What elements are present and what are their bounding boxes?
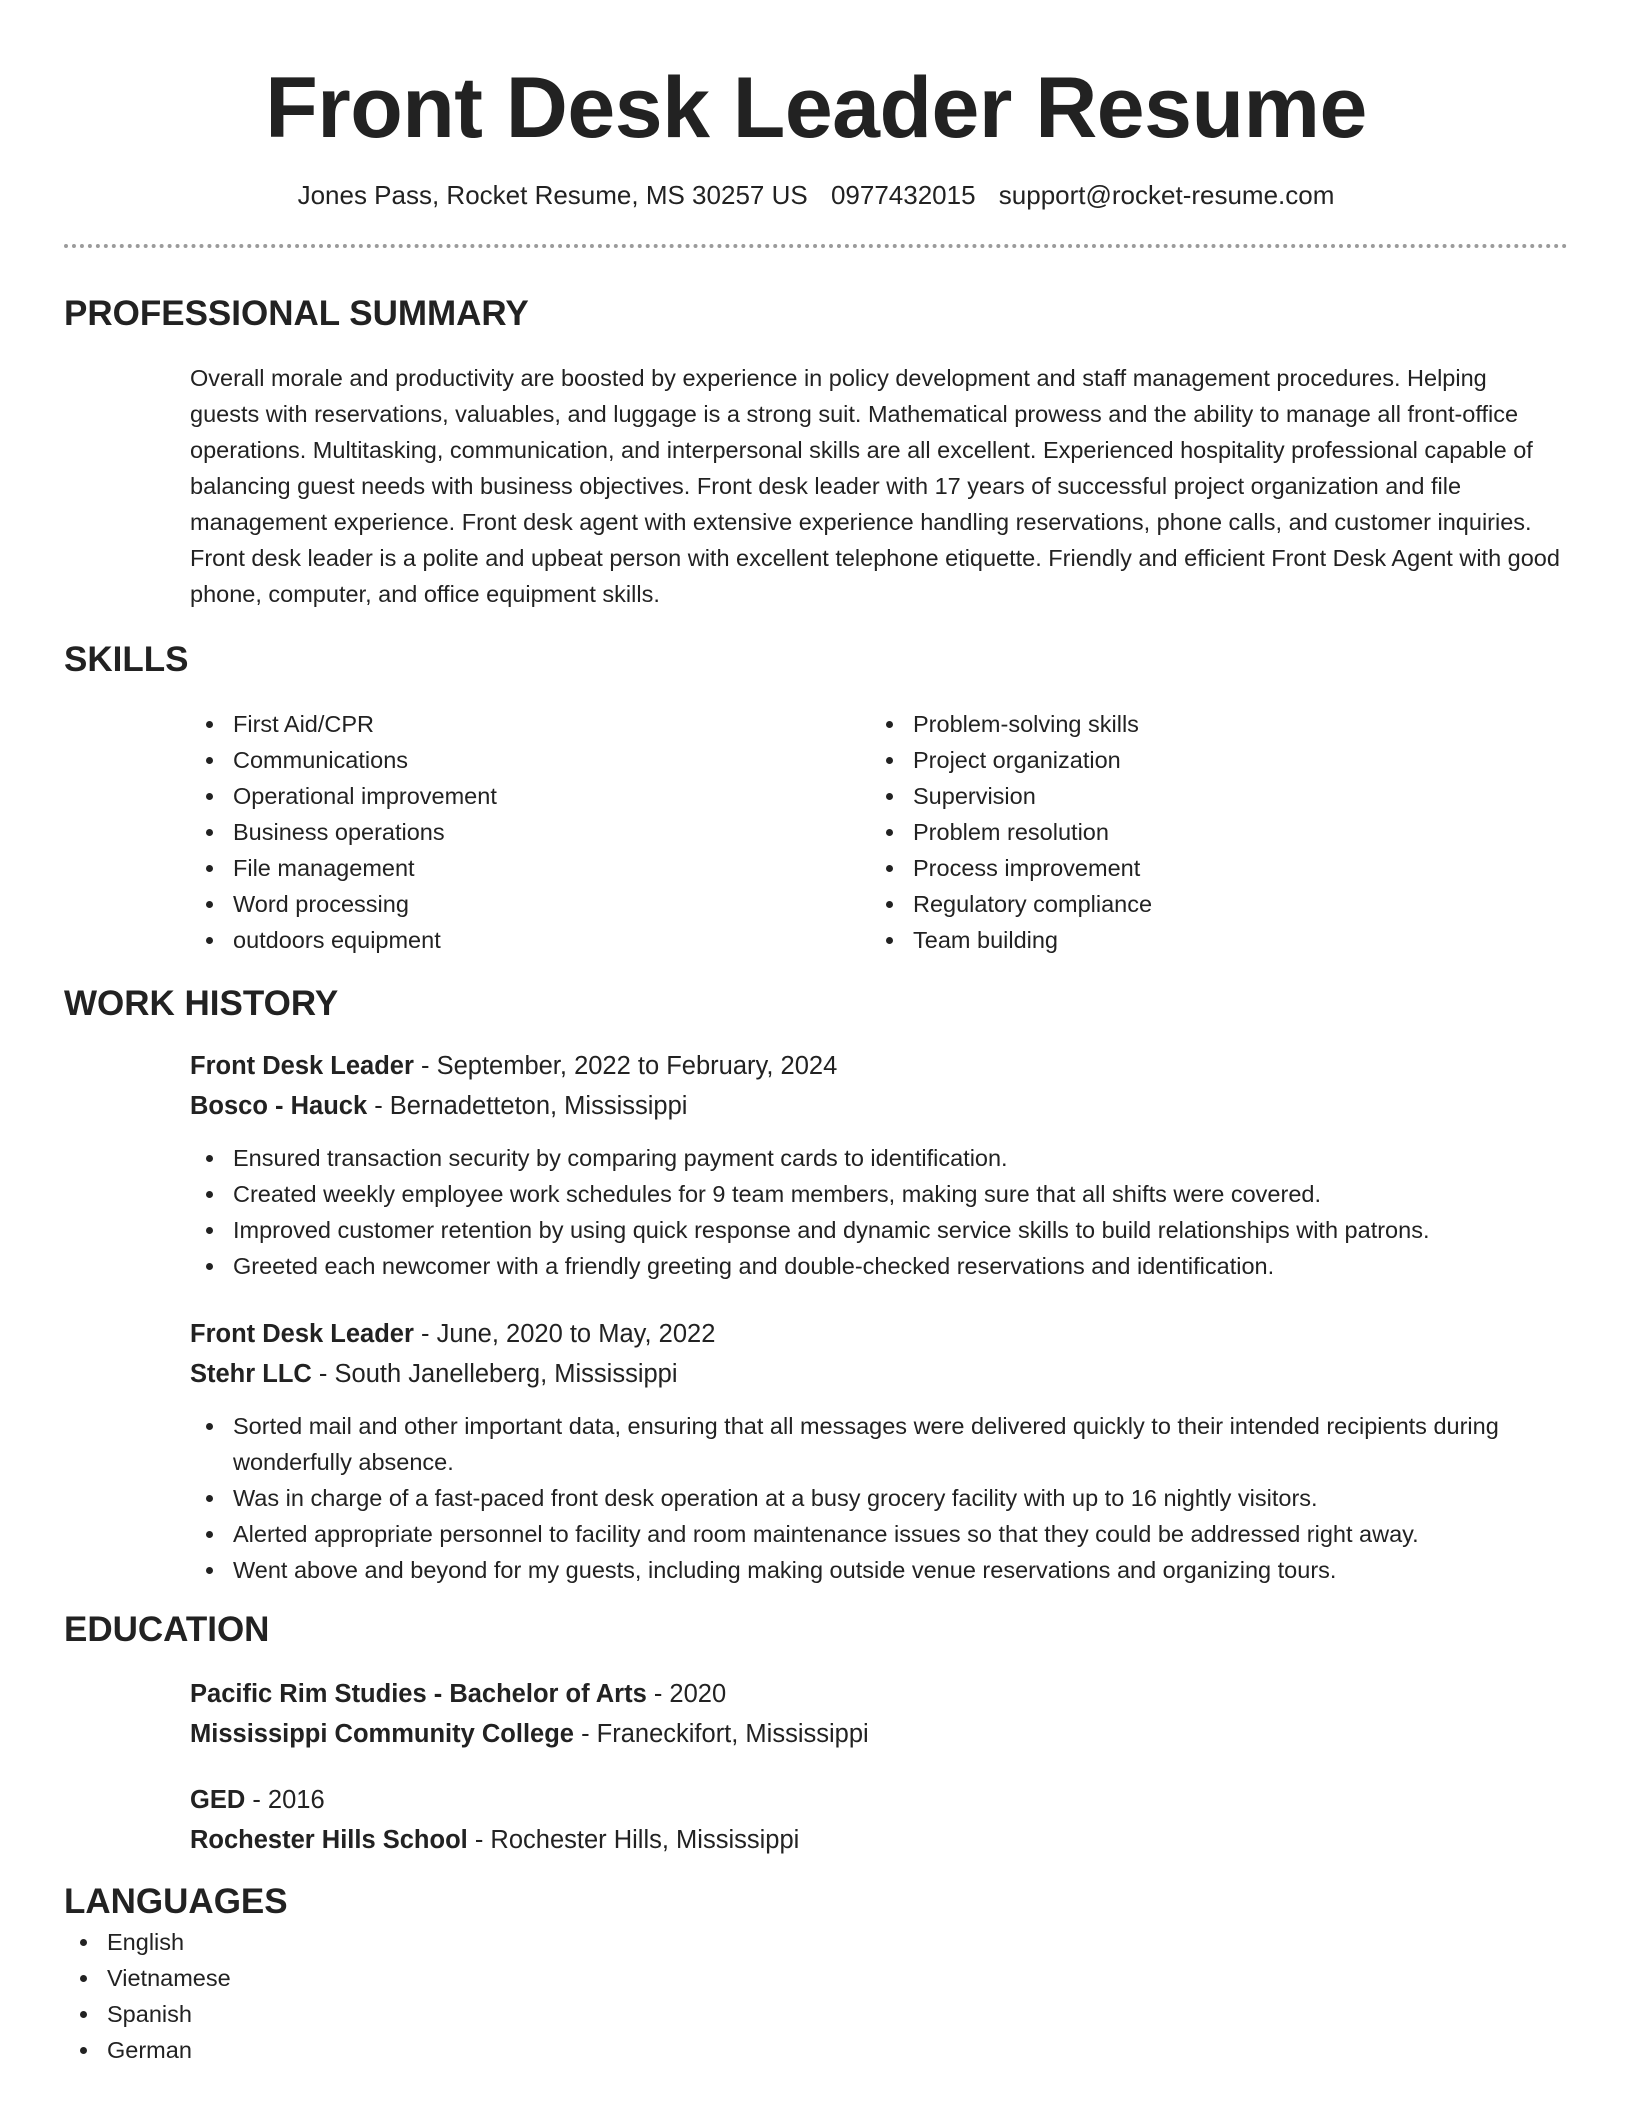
- job-title-line: [190, 1314, 1568, 1354]
- education-year: - 2020: [646, 1680, 727, 1708]
- education-year: - 2016: [245, 1786, 325, 1814]
- section-title-skills: SKILLS: [64, 640, 189, 679]
- education-location: - Rochester Hills, Mississippi: [467, 1826, 800, 1854]
- contact-address: Jones Pass, Rocket Resume, MS 30257 US: [297, 180, 808, 210]
- job-bullet: Ensured transaction security by comparing payment cards to identification.: [190, 1140, 1568, 1176]
- education-location: - Franeckifort, Mississippi: [573, 1720, 869, 1748]
- education-school: Mississippi Community College: [190, 1720, 574, 1748]
- job-company-line: [190, 1354, 1568, 1394]
- education-entry: [190, 1674, 1568, 1754]
- contact-phone: 0977432015: [830, 180, 976, 210]
- job-title: Front Desk Leader: [190, 1320, 414, 1348]
- skill-item: Operational improvement: [190, 778, 870, 814]
- education-entry: [190, 1780, 1568, 1860]
- education-school: Rochester Hills School: [190, 1826, 468, 1854]
- section-title-work-history: WORK HISTORY: [64, 984, 339, 1023]
- skill-item: First Aid/CPR: [190, 706, 870, 742]
- job-title: Front Desk Leader: [190, 1052, 414, 1080]
- job-bullet: Was in charge of a fast-paced front desk operation at a busy grocery facility with up to 16 nightly visitors.: [190, 1480, 1568, 1516]
- language-item: Spanish: [64, 1996, 1568, 2032]
- job-bullets: [190, 1140, 1568, 1284]
- languages-list: [64, 1924, 1568, 2068]
- skill-item: Communications: [190, 742, 870, 778]
- resume-page: [64, 0, 1568, 2068]
- section-title-languages: LANGUAGES: [64, 1882, 288, 1921]
- section-title-education: EDUCATION: [64, 1610, 270, 1649]
- job-bullet: Greeted each newcomer with a friendly greeting and double-checked reservations and identification.: [190, 1248, 1568, 1284]
- skill-item: Word processing: [190, 886, 870, 922]
- job-bullet: Created weekly employee work schedules for 9 team members, making sure that all shifts were covered.: [190, 1176, 1568, 1212]
- job-dates: - June, 2020 to May, 2022: [413, 1320, 716, 1348]
- education-degree: Pacific Rim Studies - Bachelor of Arts: [190, 1680, 647, 1708]
- job-entry: [190, 1046, 1568, 1284]
- job-company: Bosco - Hauck: [190, 1092, 368, 1120]
- skill-item: Supervision: [870, 778, 1550, 814]
- language-item: German: [64, 2032, 1568, 2068]
- job-title-line: [190, 1046, 1568, 1086]
- skills-column-right: [870, 706, 1550, 958]
- job-bullets: [190, 1408, 1568, 1588]
- resume-title: Front Desk Leader Resume: [265, 60, 1367, 156]
- job-location: - South Janelleberg, Mississippi: [311, 1360, 678, 1388]
- education-degree-line: [190, 1674, 1568, 1714]
- job-bullet: Went above and beyond for my guests, including making outside venue reservations and organizing tours.: [190, 1552, 1568, 1588]
- skill-item: Problem-solving skills: [870, 706, 1550, 742]
- skill-item: File management: [190, 850, 870, 886]
- job-company: Stehr LLC: [190, 1360, 312, 1388]
- contact-email: support@rocket-resume.com: [998, 180, 1335, 210]
- job-bullet: Sorted mail and other important data, ensuring that all messages were delivered quickly to their intended recipients during wonderfully absence.: [190, 1408, 1568, 1480]
- section-title-summary: PROFESSIONAL SUMMARY: [64, 294, 529, 333]
- skill-item: Project organization: [870, 742, 1550, 778]
- education-school-line: [190, 1820, 1568, 1860]
- skill-item: Business operations: [190, 814, 870, 850]
- job-bullet: Alerted appropriate personnel to facility and room maintenance issues so that they could be addressed right away.: [190, 1516, 1568, 1552]
- header-divider: [64, 244, 1568, 248]
- education-degree: GED: [190, 1786, 246, 1814]
- education-degree-line: [190, 1780, 1568, 1820]
- job-dates: - September, 2022 to February, 2024: [413, 1052, 838, 1080]
- contact-line: [64, 178, 1568, 212]
- job-company-line: [190, 1086, 1568, 1126]
- language-item: English: [64, 1924, 1568, 1960]
- job-entry: [190, 1314, 1568, 1588]
- skill-item: Process improvement: [870, 850, 1550, 886]
- job-location: - Bernadetteton, Mississippi: [367, 1092, 688, 1120]
- education-school-line: [190, 1714, 1568, 1754]
- job-bullet: Improved customer retention by using quick response and dynamic service skills to build relationships with patrons.: [190, 1212, 1568, 1248]
- skill-item: outdoors equipment: [190, 922, 870, 958]
- skills-column-left: [190, 706, 870, 958]
- language-item: Vietnamese: [64, 1960, 1568, 1996]
- skill-item: Problem resolution: [870, 814, 1550, 850]
- skill-item: Regulatory compliance: [870, 886, 1550, 922]
- skills-list: [190, 706, 1568, 958]
- summary-text: Overall morale and productivity are boosted by experience in policy development and staff management procedures. Helping guests with reservations, valuables, and luggage is a strong suit. Mathematical prowess and the ability to manage all front-office operations. Multitasking, communication, and interpersonal skills are all excellent. Experienced hospitality professional capable of balancing guest needs with business objectives. Front desk leader with 17 years of successful project organization and file management experience. Front desk agent with extensive experience handling reservations, phone calls, and customer inquiries. Front desk leader is a polite and upbeat person with excellent telephone etiquette. Friendly and efficient Front Desk Agent with good phone, computer, and office equipment skills.: [190, 365, 1560, 607]
- skill-item: Team building: [870, 922, 1550, 958]
